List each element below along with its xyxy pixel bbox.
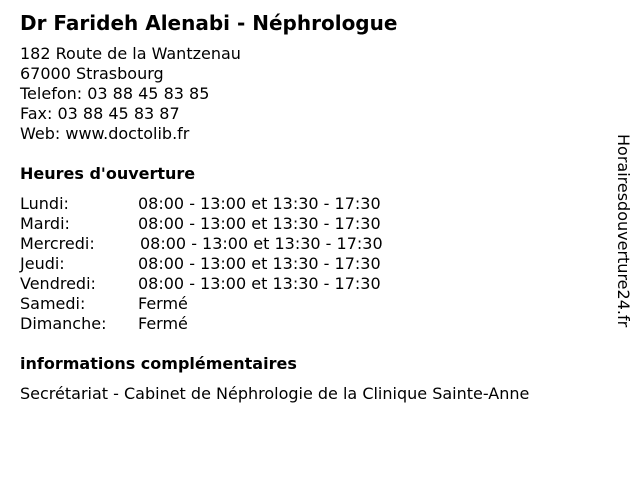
additional-info-heading: informations complémentaires — [20, 354, 297, 373]
day-label: Samedi: — [20, 294, 86, 313]
hours-row-friday — [20, 274, 383, 294]
additional-info-text: Secrétariat - Cabinet de Néphrologie de la Clinique Sainte-Anne — [20, 384, 530, 403]
time-value: 08:00 - 13:00 et 13:30 - 17:30 — [138, 194, 381, 213]
hours-row-tuesday — [20, 214, 383, 234]
time-value: Fermé — [138, 294, 188, 313]
hours-row-saturday — [20, 294, 383, 314]
address-city: 67000 Strasbourg — [20, 64, 164, 83]
time-value: 08:00 - 13:00 et 13:30 - 17:30 — [140, 234, 383, 253]
opening-hours-heading: Heures d'ouverture — [20, 164, 196, 183]
contact-details — [20, 44, 241, 144]
day-label: Jeudi: — [20, 254, 65, 273]
day-label: Dimanche: — [20, 314, 107, 333]
watermark-text: Horairesdouverture24.fr — [614, 134, 633, 328]
time-value: Fermé — [138, 314, 188, 333]
fax-number: Fax: 03 88 45 83 87 — [20, 104, 180, 123]
time-value: 08:00 - 13:00 et 13:30 - 17:30 — [138, 214, 381, 233]
time-value: 08:00 - 13:00 et 13:30 - 17:30 — [138, 274, 381, 293]
page-title: Dr Farideh Alenabi - Néphrologue — [20, 11, 398, 35]
hours-row-wednesday — [20, 234, 383, 254]
hours-row-sunday — [20, 314, 383, 334]
day-label: Vendredi: — [20, 274, 96, 293]
day-label: Mercredi: — [20, 234, 95, 253]
phone-number: Telefon: 03 88 45 83 85 — [20, 84, 210, 103]
hours-row-thursday — [20, 254, 383, 274]
website: Web: www.doctolib.fr — [20, 124, 190, 143]
day-label: Mardi: — [20, 214, 70, 233]
hours-row-monday — [20, 194, 383, 214]
opening-hours-table — [20, 194, 383, 334]
time-value: 08:00 - 13:00 et 13:30 - 17:30 — [138, 254, 381, 273]
day-label: Lundi: — [20, 194, 69, 213]
address-street: 182 Route de la Wantzenau — [20, 44, 241, 63]
